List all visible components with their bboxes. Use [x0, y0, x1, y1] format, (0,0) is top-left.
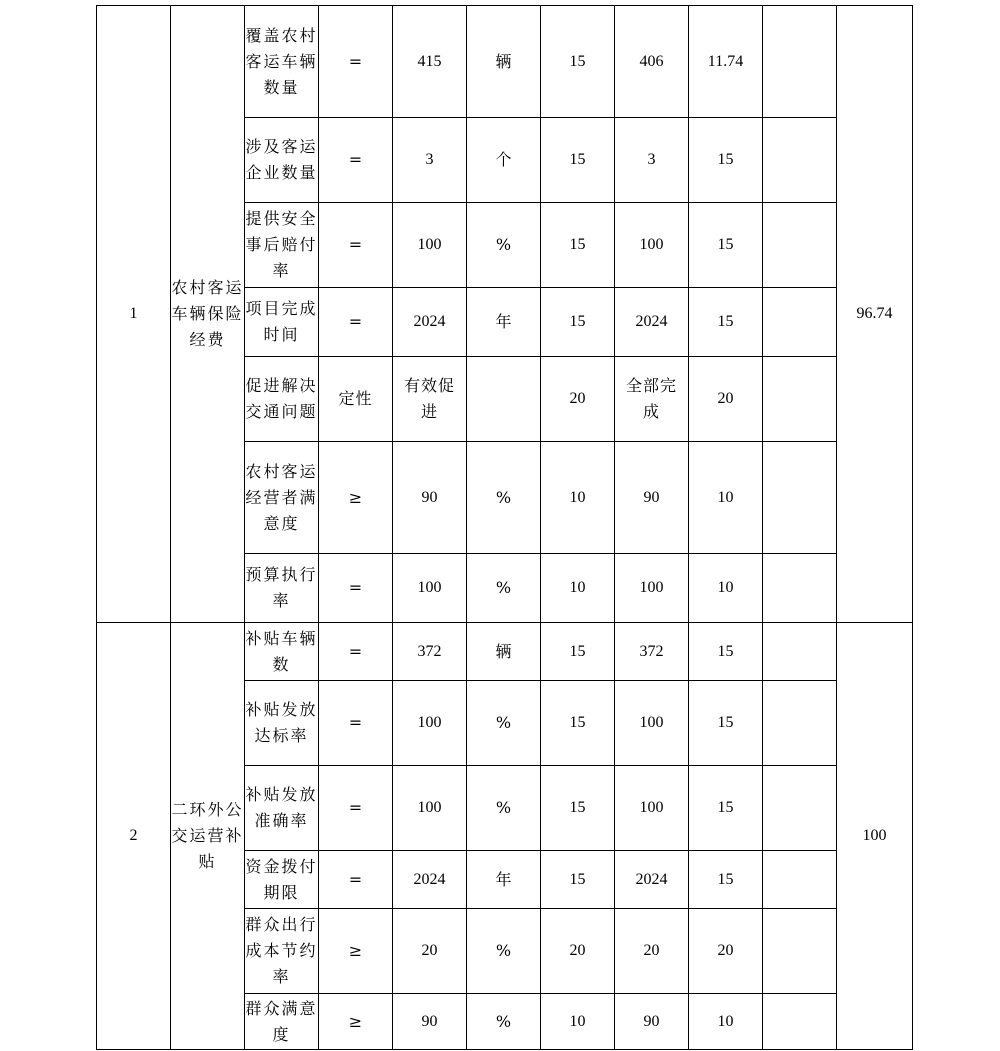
indicator-score: 10: [689, 554, 763, 623]
remark: [763, 6, 837, 118]
project-seq: 1: [97, 6, 171, 623]
indicator-score: 20: [689, 909, 763, 994]
indicator-score: 11.74: [689, 6, 763, 118]
weight-score: 15: [541, 681, 615, 766]
indicator-operator: ≥: [319, 442, 393, 554]
table-row: [97, 623, 913, 681]
target-value: 415: [393, 6, 467, 118]
actual-value: 100: [615, 681, 689, 766]
indicator-score: 15: [689, 766, 763, 851]
indicator-operator: =: [319, 766, 393, 851]
actual-value: 3: [615, 118, 689, 203]
indicator-score: 15: [689, 681, 763, 766]
indicator-name: 预算执行率: [245, 554, 319, 623]
project-total-score: 96.74: [837, 6, 913, 623]
indicator-name: 资金拨付期限: [245, 851, 319, 909]
indicator-name: 群众出行成本节约率: [245, 909, 319, 994]
target-value: 100: [393, 766, 467, 851]
performance-evaluation-table: [96, 5, 913, 1050]
unit: 年: [467, 288, 541, 357]
target-value: 2024: [393, 851, 467, 909]
actual-value: 2024: [615, 288, 689, 357]
indicator-operator: =: [319, 554, 393, 623]
indicator-operator: ≥: [319, 909, 393, 994]
remark: [763, 442, 837, 554]
target-value: 有效促进: [393, 357, 467, 442]
unit: %: [467, 554, 541, 623]
remark: [763, 203, 837, 288]
indicator-name: 补贴发放准确率: [245, 766, 319, 851]
target-value: 20: [393, 909, 467, 994]
indicator-operator: =: [319, 623, 393, 681]
project-name: 二环外公交运营补贴: [171, 623, 245, 1050]
target-value: 372: [393, 623, 467, 681]
remark: [763, 357, 837, 442]
indicator-score: 15: [689, 288, 763, 357]
indicator-name: 群众满意度: [245, 994, 319, 1050]
unit: [467, 357, 541, 442]
project-total-score: 100: [837, 623, 913, 1050]
indicator-name: 涉及客运企业数量: [245, 118, 319, 203]
weight-score: 15: [541, 6, 615, 118]
remark: [763, 554, 837, 623]
actual-value: 100: [615, 766, 689, 851]
weight-score: 10: [541, 994, 615, 1050]
weight-score: 15: [541, 288, 615, 357]
table-row: [97, 6, 913, 118]
indicator-name: 覆盖农村客运车辆数量: [245, 6, 319, 118]
indicator-score: 15: [689, 623, 763, 681]
indicator-name: 促进解决交通问题: [245, 357, 319, 442]
indicator-operator: =: [319, 851, 393, 909]
indicator-score: 10: [689, 994, 763, 1050]
remark: [763, 766, 837, 851]
unit: 辆: [467, 623, 541, 681]
actual-value: 100: [615, 203, 689, 288]
remark: [763, 118, 837, 203]
indicator-operator: =: [319, 203, 393, 288]
weight-score: 10: [541, 442, 615, 554]
weight-score: 15: [541, 623, 615, 681]
indicator-operator: =: [319, 6, 393, 118]
actual-value: 2024: [615, 851, 689, 909]
remark: [763, 681, 837, 766]
weight-score: 20: [541, 909, 615, 994]
indicator-score: 15: [689, 851, 763, 909]
indicator-score: 10: [689, 442, 763, 554]
actual-value: 100: [615, 554, 689, 623]
indicator-name: 项目完成时间: [245, 288, 319, 357]
remark: [763, 909, 837, 994]
weight-score: 10: [541, 554, 615, 623]
unit: %: [467, 909, 541, 994]
weight-score: 15: [541, 851, 615, 909]
indicator-name: 补贴发放达标率: [245, 681, 319, 766]
indicator-operator: =: [319, 681, 393, 766]
unit: 个: [467, 118, 541, 203]
unit: 辆: [467, 6, 541, 118]
indicator-score: 15: [689, 118, 763, 203]
project-name: 农村客运车辆保险经费: [171, 6, 245, 623]
target-value: 100: [393, 203, 467, 288]
target-value: 90: [393, 994, 467, 1050]
indicator-operator: 定性: [319, 357, 393, 442]
indicator-name: 提供安全事后赔付率: [245, 203, 319, 288]
remark: [763, 623, 837, 681]
unit: %: [467, 442, 541, 554]
weight-score: 15: [541, 118, 615, 203]
unit: %: [467, 994, 541, 1050]
unit: %: [467, 766, 541, 851]
target-value: 100: [393, 554, 467, 623]
remark: [763, 851, 837, 909]
weight-score: 20: [541, 357, 615, 442]
unit: 年: [467, 851, 541, 909]
target-value: 100: [393, 681, 467, 766]
unit: %: [467, 203, 541, 288]
indicator-score: 20: [689, 357, 763, 442]
actual-value: 406: [615, 6, 689, 118]
indicator-score: 15: [689, 203, 763, 288]
remark: [763, 994, 837, 1050]
project-seq: 2: [97, 623, 171, 1050]
actual-value: 372: [615, 623, 689, 681]
actual-value: 全部完成: [615, 357, 689, 442]
actual-value: 90: [615, 442, 689, 554]
indicator-name: 农村客运经营者满意度: [245, 442, 319, 554]
target-value: 2024: [393, 288, 467, 357]
indicator-operator: ≥: [319, 994, 393, 1050]
actual-value: 90: [615, 994, 689, 1050]
indicator-operator: =: [319, 288, 393, 357]
remark: [763, 288, 837, 357]
target-value: 90: [393, 442, 467, 554]
target-value: 3: [393, 118, 467, 203]
indicator-name: 补贴车辆数: [245, 623, 319, 681]
weight-score: 15: [541, 203, 615, 288]
actual-value: 20: [615, 909, 689, 994]
indicator-operator: =: [319, 118, 393, 203]
unit: %: [467, 681, 541, 766]
weight-score: 15: [541, 766, 615, 851]
